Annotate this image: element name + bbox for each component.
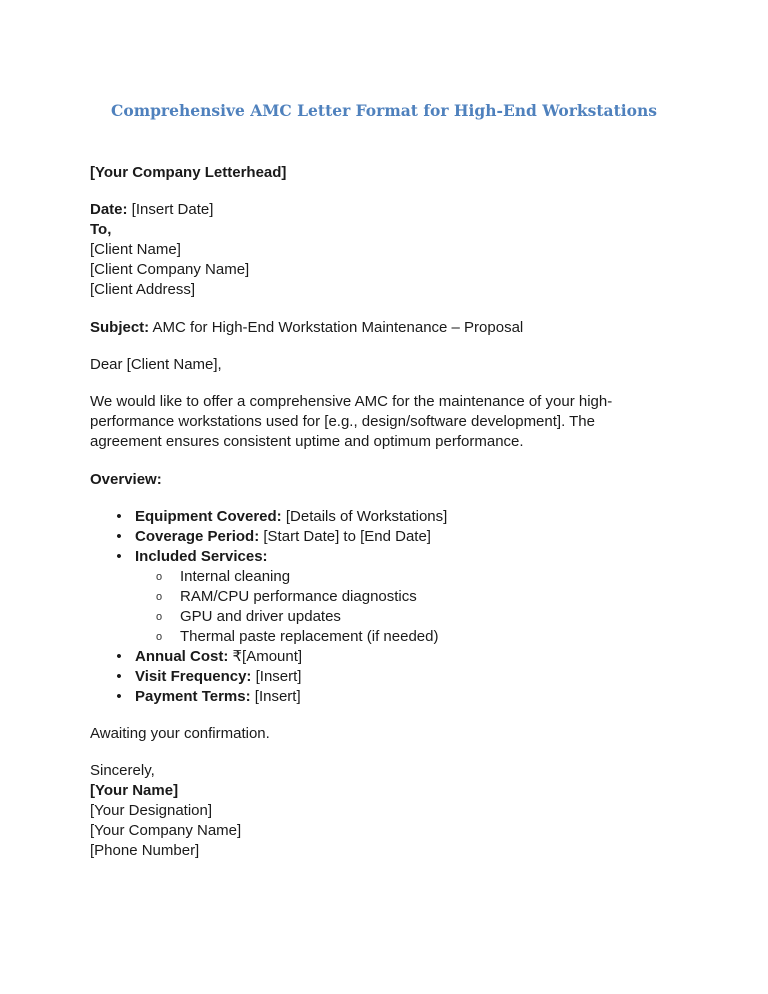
subject-value: AMC for High-End Workstation Maintenance – Proposal	[149, 319, 524, 336]
item-label: Visit Frequency:	[135, 668, 252, 685]
service-text: GPU and driver updates	[180, 608, 341, 625]
item-label: Equipment Covered:	[135, 508, 282, 525]
overview-item-equipment-covered	[90, 507, 447, 527]
salutation: Dear [Client Name],	[90, 356, 222, 373]
subject-line	[90, 318, 523, 338]
service-text: Internal cleaning	[180, 568, 291, 585]
date-value: [Insert Date]	[127, 201, 214, 218]
service-item	[135, 567, 447, 587]
signature-block	[90, 761, 241, 861]
intro-line: agreement ensures consistent uptime and optimum performance.	[90, 433, 524, 450]
overview-item-visit-frequency	[90, 667, 447, 687]
item-value: [Start Date] to [End Date]	[259, 528, 431, 545]
overview-item-annual-cost	[90, 647, 447, 667]
client-address: [Client Address]	[90, 281, 196, 298]
bullet-icon: •	[116, 528, 122, 545]
sender-name: [Your Name]	[90, 782, 179, 799]
item-label: Included Services:	[135, 548, 268, 565]
letterhead-text: [Your Company Letterhead]	[90, 164, 287, 181]
date-line	[90, 200, 249, 220]
service-item	[135, 587, 447, 607]
client-name: [Client Name]	[90, 241, 181, 258]
service-item	[135, 627, 447, 647]
intro-paragraph	[90, 392, 635, 452]
service-text: RAM/CPU performance diagnostics	[180, 588, 417, 605]
overview-heading: Overview:	[90, 471, 162, 488]
bullet-icon: •	[116, 508, 122, 525]
item-value: [Insert]	[250, 688, 301, 705]
subject-label: Subject:	[90, 319, 150, 336]
overview-item-payment-terms	[90, 687, 447, 707]
item-label: Payment Terms:	[135, 688, 251, 705]
circle-bullet-icon: o	[156, 571, 163, 583]
bullet-icon: •	[116, 688, 122, 705]
to-label: To,	[90, 221, 112, 238]
overview-item-included-services	[90, 547, 447, 647]
document-title: Comprehensive AMC Letter Format for High-End Workstations	[111, 101, 657, 120]
circle-bullet-icon: o	[156, 631, 163, 643]
intro-line: performance workstations used for [e.g., design/software development]. The	[90, 413, 595, 430]
sign-off: Sincerely,	[90, 762, 155, 779]
intro-line: We would like to offer a comprehensive AMC for the maintenance of your high-	[90, 393, 613, 410]
item-value: [Details of Workstations]	[281, 508, 448, 525]
letterhead-placeholder	[90, 163, 286, 183]
bullet-icon: •	[116, 668, 122, 685]
sender-designation: [Your Designation]	[90, 802, 213, 819]
item-value: ₹[Amount]	[228, 648, 303, 665]
address-block	[90, 200, 249, 300]
overview-list	[90, 507, 447, 707]
date-label: Date:	[90, 201, 128, 218]
closing-line: Awaiting your confirmation.	[90, 725, 270, 742]
sender-company: [Your Company Name]	[90, 822, 242, 839]
item-label: Coverage Period:	[135, 528, 260, 545]
sender-phone: [Phone Number]	[90, 842, 200, 859]
overview-item-coverage-period	[90, 527, 447, 547]
bullet-icon: •	[116, 648, 122, 665]
service-text: Thermal paste replacement (if needed)	[180, 628, 439, 645]
service-item	[135, 607, 447, 627]
included-services-list	[135, 567, 447, 647]
item-value: [Insert]	[251, 668, 302, 685]
circle-bullet-icon: o	[156, 591, 163, 603]
client-company-name: [Client Company Name]	[90, 261, 250, 278]
item-label: Annual Cost:	[135, 648, 229, 665]
bullet-icon: •	[116, 548, 122, 565]
circle-bullet-icon: o	[156, 611, 163, 623]
